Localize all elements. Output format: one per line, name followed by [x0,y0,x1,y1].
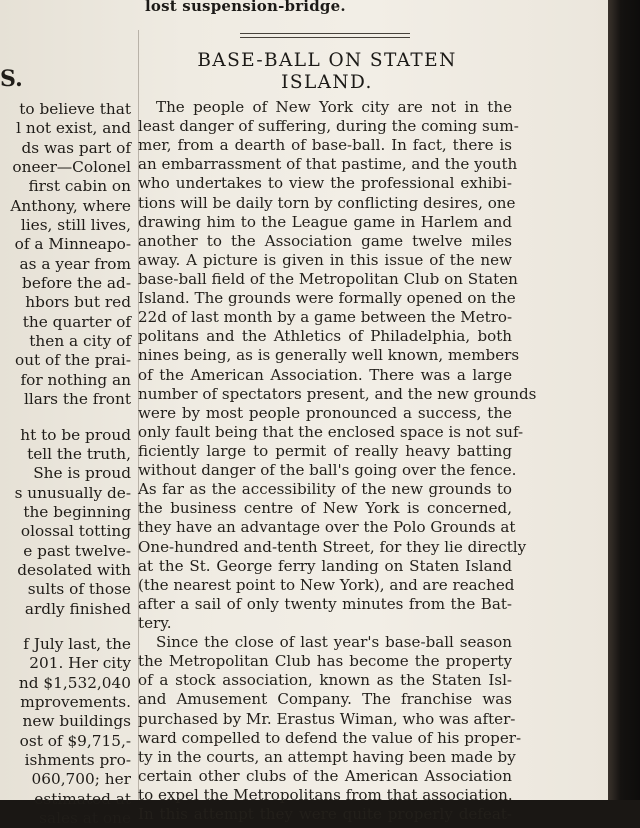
article-line: the business centre of New York is concerned, [138,499,512,518]
article-line: tery. [138,613,172,632]
left-column-line: out of the prai- [14,351,131,370]
left-column-line: before the ad- [22,274,131,293]
article-line: Island. The grounds were formally opened on the [138,289,516,308]
article-line: ty in the courts, an attempt having been made by [138,747,516,766]
left-column-line: mprovements. [20,692,131,711]
left-column-line: to believe that [19,100,131,118]
article-line: another to the Association game twelve miles [138,231,512,250]
left-column-line: s unusually de- [14,483,131,502]
article-line: The people of New York city are not in the [156,98,512,116]
left-column-line: first cabin on [28,177,131,196]
article-line: after a sail of only twenty minutes from the Bat- [138,594,512,613]
left-column-line: ht to be proud [20,425,131,444]
left-column-line: sales at one [39,809,131,828]
article-headline [145,50,509,94]
headline-line-2: ISLAND. [281,72,373,93]
article-line: ficiently large to permit of really heavy batting [138,441,512,460]
left-column-line: 201. Her city [29,654,131,673]
left-column-line: the quarter of [22,312,131,331]
article-line: nines being, as is generally well known, members [138,346,520,365]
article-line: In this attempt they were quite properly defeat- [138,805,512,824]
article-line: As far as the accessibility of the new grounds to [138,480,512,499]
left-column-line: e past twelve- [23,541,131,560]
left-column-line: nd $1,532,040 [18,673,131,692]
left-column-text [0,62,131,828]
article-line: mer, from a dearth of base-ball. In fact, there is [138,136,512,155]
article-line: politans and the Athletics of Philadelphia, both [138,327,512,346]
article-line: Since the close of last year's base-ball season [156,633,512,652]
article-line: who undertakes to view the professional exhibi- [138,174,512,193]
article-line: base-ball field of the Metropolitan Club on Staten [138,269,518,288]
article-line: the Metropolitan Club has become the property [138,652,512,671]
left-column-line: hbors but red [25,293,131,312]
left-column-line: tell the truth, [27,444,131,463]
article-line: drawing him to the League game in Harlem and [138,212,512,231]
article-line: 22d of last month by a game between the Metro- [138,308,513,327]
article-line: an embarrassment of that pastime, and the youth [138,155,518,174]
headline-rule-top [240,33,410,38]
left-column-line: ishments pro- [24,751,131,769]
article-line: ward compelled to defend the value of his proper- [138,728,522,747]
left-column-line: new buildings [22,712,131,731]
paragraph-gap [0,619,131,635]
article-body [138,98,537,824]
previous-article-last-line: lost suspension-bridge. [145,0,346,15]
left-column-line: for nothing an [20,370,131,389]
article-line: of the American Association. There was a large [138,365,512,384]
left-column-line: f July last, the [23,634,131,653]
left-column-line: of a Minneapo- [14,235,131,254]
article-line: number of spectators present, and the new grounds [138,384,537,403]
headline-line-1: BASE-BALL ON STATEN [197,50,457,71]
article-line: only fault being that the enclosed space is not suf- [138,422,524,441]
article-line: certain other clubs of the American Association [138,766,512,785]
article-line: (the nearest point to New York), and are reached [138,575,515,594]
left-column-line: lies, still lives, [20,216,131,235]
article-line: at the St. George ferry landing on Staten Island [138,556,512,575]
article-line: without danger of the ball's going over the fence. [138,461,517,480]
left-column-line: desolated with [17,560,131,579]
left-column-line: She is proud [33,464,131,483]
left-column-line: sults of those [27,580,131,599]
left-column-line: ardly finished [24,599,131,618]
left-column-line: the beginning [23,502,131,521]
article-line: to expel the Metropolitans from that association. [138,785,513,804]
left-column-line: oneer—Colonel [12,158,131,177]
article-line: tions will be daily torn by conflicting desires, one [138,193,516,212]
left-column-line: Anthony, where [10,196,131,215]
left-column-line: then a city of [29,332,131,351]
left-column-line: as a year from [19,254,131,273]
page-edge-shadow [608,0,640,800]
left-column-line: olossal totting [20,522,131,541]
article-line: they have an advantage over the Polo Grounds at [138,518,516,537]
left-column-line: estimated at [34,789,131,808]
article-line: One-hundred and-tenth Street, for they lie directly [138,537,527,556]
article-line: of a stock association, known as the Staten Isl- [138,671,512,690]
article-line: away. A picture is given in this issue of the new [138,250,512,269]
article-line: least danger of suffering, during the coming sum- [138,117,519,136]
left-column-line: l not exist, and [16,119,131,138]
left-column-line: ds was part of [21,138,131,157]
article-line: were by most people pronounced a success, the [138,403,512,422]
article-line: purchased by Mr. Erastus Wiman, who was after- [138,709,516,728]
article-line: and Amusement Company. The franchise was [138,690,512,709]
left-column-line: ost of $9,715,- [19,731,131,750]
left-column-heading-fragment: S. [0,66,23,92]
paragraph-gap [0,410,131,426]
left-column-line: 060,700; her [31,770,131,789]
left-column-line: llars the front [23,390,131,409]
